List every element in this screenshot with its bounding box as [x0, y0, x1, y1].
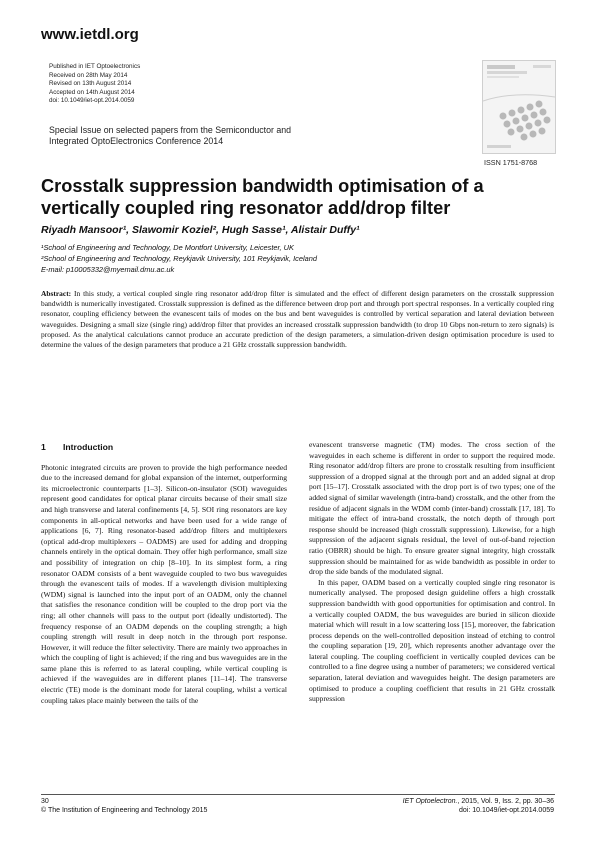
- affiliations: [41, 242, 317, 275]
- intro-paragraph-right-1: evanescent transverse magnetic (TM) modes. The cross section of the waveguides in each scheme is different in order to support the required mode. Ring resonator add/drop filters are prone to crosstalk resulting from insufficient suppression of a dropped signal at the through port and an added signal at drop port [15–17]. Crosstalk associated with the drop port is of two types; one of the added signal of similar wavelength (intra-band) crosstalk, and the other from the residue of adjacent signals in the WDM comb (inter-band) crosstalk [17, 18]. To mitigate the effect of intra-band crosstalk, the notch depth of through port response should be increased (high crosstalk suppression). Likewise, for a high suppression of the adjacent signals residual, the level of out-of-band rejection ratio (OBRR) should be high. To ensure greater signal integrity, high crosstalk suppression should be maintained for as wide bandwidth as possible in order to drop the side bands of the modulated signal.: [309, 440, 555, 577]
- meta-revised: Revised on 13th August 2014: [49, 80, 132, 88]
- meta-doi[interactable]: doi: 10.1049/iet-opt.2014.0059: [49, 97, 135, 105]
- abstract-block: [41, 289, 554, 350]
- section-number: 1: [41, 442, 46, 452]
- meta-accepted: Accepted on 14th August 2014: [49, 88, 135, 96]
- contact-email[interactable]: E-mail: p10005332@myemail.dmu.ac.uk: [41, 265, 175, 274]
- footer-right: [403, 797, 554, 815]
- intro-paragraph-left: Photonic integrated circuits are proven to provide the high performance needed due to the increased demand for global expansion of the internet, outperforming its microelectronic counterparts [1–3]. Silicon-on-insulator (SOI) waveguides represent good candidates for optical planar circuits because of their small size and high transverse and lateral confinements [4, 5]. SOI ring resonators are key components in all-optical networks and have been used for a wide range of applications [6, 7]. Ring resonator-based add/drop filters and multiplexers (optical add-drop multiplexers – OADMS) are used for adding and dropping channels entirely in the optical domain. They offer high performance, small size and possibility of integration on chip [8–10]. In its simplest form, a ring resonator OADM consists of a bent waveguide coupled to two bus waveguides through the evanescent tails of modes. If a wavelength division multiplexing (WDM) signal is launched into the input port of an OADM, only the channel that satisfies the resonance condition will be coupled to the drop port via the ring; all other channels will pass to the output port (ideally undistorted). The frequency response of an OADM depends on the coupling strength; a high coupling strength will result in deep notch in the through port response. However, it will reduce the filter selectivity. There are mainly two approaches in which the coupling of light is achieved; if the ring and bus waveguides are in the same plane this is referred to as lateral coupling, while vertical coupling is achieved if the waveguides are in different planes [11–14]. The transverse electric (TE) mode is the dominant mode for lateral coupling, whilst a vertical coupling takes place mainly between the tails of the: [41, 462, 287, 705]
- journal-name: IET Optoelectron.: [402, 798, 458, 805]
- affiliation-2: ²School of Engineering and Technology, Reykjavik University, 101 Reykjavik, Iceland: [41, 254, 317, 263]
- left-column: [41, 440, 287, 706]
- publication-meta: [49, 63, 140, 106]
- cover-graphic-icon: [483, 61, 555, 153]
- meta-journal: Published in IET Optoelectronics: [49, 63, 141, 70]
- section-title: Introduction: [63, 442, 114, 452]
- affiliation-1: ¹School of Engineering and Technology, De Montfort University, Leicester, UK: [41, 243, 294, 252]
- page-number: 30: [41, 798, 49, 805]
- author-list: Riyadh Mansoor¹, Slawomir Koziel², Hugh Sasse¹, Alistair Duffy¹: [41, 224, 360, 236]
- intro-paragraph-right-2: In this paper, OADM based on a vertically coupled single ring resonator is numerically analysed. The proposed design guideline offers a high crosstalk suppression bandwidth with good opportunities for optimisation and control. In a vertically coupled OADM, the bus waveguides are buried in silicon dioxide material which will result in a low scattering loss [15], moreover, the fabrication process depends on the well-controlled deposition instead of etching to control the coupling separation [19, 20], which represents another advantage over the lateral coupling. The coupling coefficient in vertically coupled devices can be controlled to a fine degree using a number of parameters; we considered vertical separation, lateral deviation and waveguides height. The design parameters are optimised to produce a coupling coefficient that results in 21 GHz crosstalk suppression: [309, 577, 555, 704]
- site-url[interactable]: www.ietdl.org: [41, 26, 139, 43]
- footer-left: [41, 797, 207, 815]
- right-column: [309, 440, 555, 705]
- abstract-text: In this study, a vertical coupled single ring resonator add/drop filter is simulated and the effect of different design parameters on the crosstalk suppression bandwidth is numerically investigated. Crosstalk suppression is defined as the difference between drop port and through port spectral responses. In a vertically coupled ring resonator, coupling efficiency between the evanescent tails of modes on the bus and bent waveguides is controlled by vertical separation and lateral deviation between waveguides. Designing a small size (single ring) add/drop filter that provides an increased crosstalk suppression bandwidth (to drop 10 Gbps non-return to zero signals) is proposed. As the analytical calculations cannot produce an accurate prediction of the design parameters, a simulation-driven design optimisation procedure is used to determine the values of the design parameters that produce a 21 GHz crosstalk suppression bandwidth.: [41, 289, 555, 350]
- copyright-notice: © The Institution of Engineering and Technology 2015: [41, 807, 208, 814]
- footer-doi[interactable]: doi: 10.1049/iet-opt.2014.0059: [459, 807, 554, 814]
- special-issue-note: Special Issue on selected papers from the Semiconductor and Integrated OptoElectronics Conference 2014: [49, 125, 292, 146]
- journal-citation: [403, 797, 554, 806]
- citation-details: , 2015, Vol. 9, Iss. 2, pp. 30–36: [457, 798, 554, 805]
- issn-number: ISSN 1751-8768: [484, 158, 538, 167]
- footer-divider: [41, 794, 555, 795]
- meta-received: Received on 28th May 2014: [49, 71, 128, 79]
- journal-cover-image: [482, 60, 556, 154]
- section-heading: [41, 442, 287, 453]
- paper-title: Crosstalk suppression bandwidth optimisation of a vertically coupled ring resonator add/drop filter: [41, 176, 484, 218]
- abstract-label: Abstract:: [41, 289, 72, 298]
